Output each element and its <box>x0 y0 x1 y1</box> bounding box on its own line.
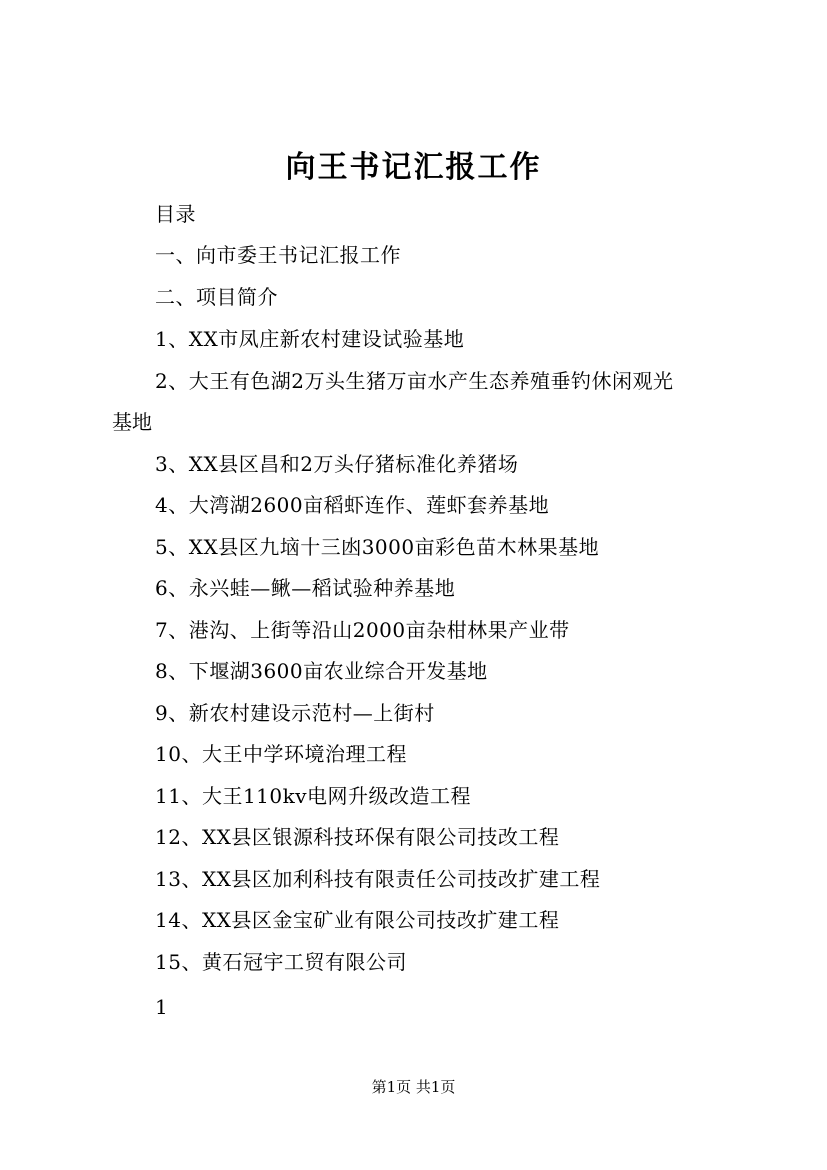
list-item: 1、XX市凤庄新农村建设试验基地 <box>155 327 465 351</box>
list-item: 3、XX县区昌和2万头仔猪标准化养猪场 <box>155 452 519 476</box>
list-item: 13、XX县区加利科技有限责任公司技改扩建工程 <box>155 867 601 891</box>
footer-page-text: 第1页 共1页 <box>371 1078 456 1096</box>
list-item-continuation: 基地 <box>112 410 152 434</box>
document-title: 向王书记汇报工作 <box>285 150 542 185</box>
list-item: 15、黄石冠宇工贸有限公司 <box>155 950 407 974</box>
section-heading-2: 二、项目简介 <box>155 285 278 309</box>
list-item: 4、大湾湖2600亩稻虾连作、莲虾套养基地 <box>155 493 550 517</box>
page-marker: 1 <box>155 995 169 1019</box>
list-item: 2、大王有色湖2万头生猪万亩水产生态养殖垂钓休闲观光 <box>155 369 674 393</box>
list-item: 10、大王中学环境治理工程 <box>155 742 407 766</box>
list-item: 6、永兴蛙—鳅—稻试验种养基地 <box>155 576 456 600</box>
section-heading-1: 一、向市委王书记汇报工作 <box>155 243 401 267</box>
list-item: 14、XX县区金宝矿业有限公司技改扩建工程 <box>155 908 560 932</box>
list-item: 9、新农村建设示范村—上街村 <box>155 701 435 725</box>
page-footer <box>0 1076 827 1098</box>
toc-label: 目录 <box>155 202 196 226</box>
list-item: 7、港沟、上街等沿山2000亩杂柑林果产业带 <box>155 618 570 642</box>
list-item: 12、XX县区银源科技环保有限公司技改工程 <box>155 825 560 849</box>
list-item: 11、大王110kv电网升级改造工程 <box>155 784 472 808</box>
list-item: 8、下堰湖3600亩农业综合开发基地 <box>155 659 488 683</box>
list-item: 5、XX县区九垴十三凼3000亩彩色苗木林果基地 <box>155 535 600 559</box>
